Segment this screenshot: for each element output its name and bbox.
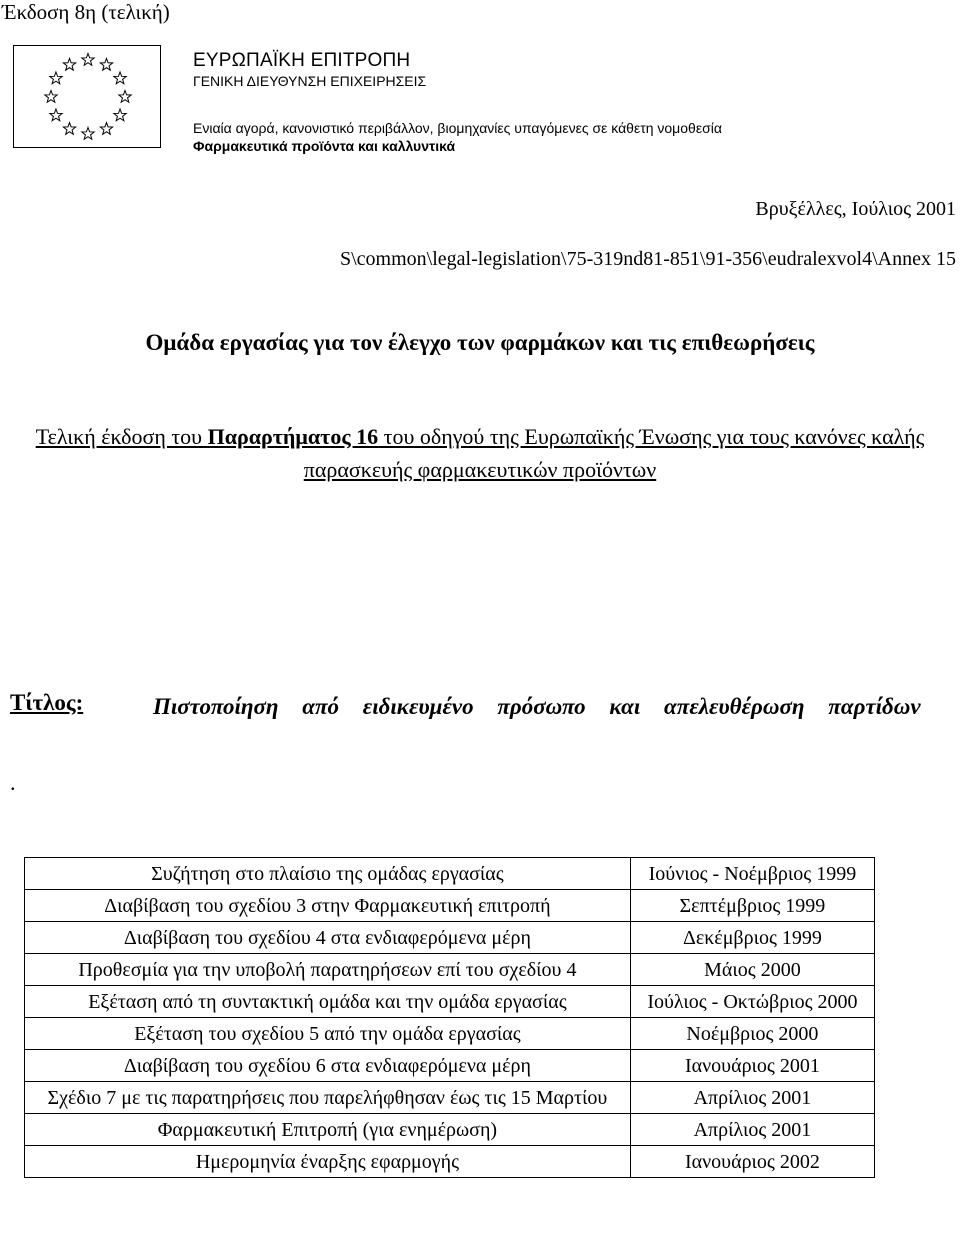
timeline-date: Ιανουάριος 2002 <box>630 1146 874 1178</box>
organization-name: ΕΥΡΩΠΑΪΚΗ ΕΠΙΤΡΟΠΗ <box>193 50 411 71</box>
timeline-date: Μάιος 2000 <box>630 954 874 986</box>
table-row <box>25 858 875 890</box>
table-row <box>25 954 875 986</box>
timeline-date: Δεκέμβριος 1999 <box>630 922 874 954</box>
subject-prefix: Τελική έκδοση του <box>35 424 208 449</box>
eu-stars-svg <box>14 46 162 149</box>
star-icon <box>100 123 112 135</box>
star-icon <box>100 58 112 70</box>
title-text: Πιστοποίηση από ειδικευμένο πρόσωπο και απελευθέρωση παρτίδων <box>153 694 921 719</box>
table-row <box>25 922 875 954</box>
reference-path: S\common\legal-legislation\75-319nd81-851\91-356\eudralexvol4\Annex 15 <box>339 248 956 270</box>
timeline-event: Διαβίβαση του σχεδίου 3 στην Φαρμακευτική επιτροπή <box>25 890 631 922</box>
timeline-event: Σχέδιο 7 με τις παρατηρήσεις που παρελήφθησαν έως τις 15 Μαρτίου <box>25 1082 631 1114</box>
timeline-event: Εξέταση του σχεδίου 5 από την ομάδα εργασίας <box>25 1018 631 1050</box>
timeline-event: Φαρμακευτική Επιτροπή (για ενημέρωση) <box>25 1114 631 1146</box>
star-icon <box>82 128 94 140</box>
timeline-event: Εξέταση από τη συντακτική ομάδα και την ομάδα εργασίας <box>25 986 631 1018</box>
timeline-event: Ημερομηνία έναρξης εφαρμογής <box>25 1146 631 1178</box>
timeline-date: Απρίλιος 2001 <box>630 1082 874 1114</box>
table-row <box>25 1114 875 1146</box>
table-row <box>25 1050 875 1082</box>
timeline-event: Διαβίβαση του σχεδίου 6 στα ενδιαφερόμενα μέρη <box>25 1050 631 1082</box>
timeline-table <box>24 857 875 1178</box>
place-date: Βρυξέλλες, Ιούλιος 2001 <box>755 198 956 220</box>
timeline-date: Σεπτέμβριος 1999 <box>630 890 874 922</box>
stray-dot: . <box>10 770 16 795</box>
version-label: Έκδοση 8η (τελική) <box>2 0 170 24</box>
timeline-date: Ιούλιος - Οκτώβριος 2000 <box>630 986 874 1018</box>
timeline-date: Νοέμβριος 2000 <box>630 1018 874 1050</box>
directorate-name: ΓΕΝΙΚΗ ΔΙΕΥΘΥΝΣΗ ΕΠΙΧΕΙΡΗΣΕΙΣ <box>193 73 427 89</box>
table-row <box>25 1082 875 1114</box>
unit-name: Ενιαία αγορά, κανονιστικό περιβάλλον, βιομηχανίες υπαγόμενες σε κάθετη νομοθεσία <box>193 120 722 136</box>
timeline-event: Διαβίβαση του σχεδίου 4 στα ενδιαφερόμενα μέρη <box>25 922 631 954</box>
table-row <box>25 890 875 922</box>
table-row <box>25 1146 875 1178</box>
star-icon <box>82 54 94 66</box>
sector-name: Φαρμακευτικά προϊόντα και καλλυντικά <box>193 138 456 154</box>
subject-bold: Παραρτήματος 16 <box>207 424 379 449</box>
star-icon <box>45 91 57 103</box>
star-icon <box>119 91 131 103</box>
eu-stars-emblem-icon <box>13 45 161 148</box>
timeline-date: Ιούνιος - Νοέμβριος 1999 <box>630 858 874 890</box>
timeline-date: Ιανουάριος 2001 <box>630 1050 874 1082</box>
subject-suffix: του οδηγού της Ευρωπαϊκής Ένωσης για τους κανόνες καλής παρασκευής φαρμακευτικών προϊόντων <box>303 424 925 482</box>
table-row <box>25 1018 875 1050</box>
star-icon <box>63 58 75 70</box>
star-icon <box>63 123 75 135</box>
star-icon <box>114 109 126 121</box>
star-icon <box>50 109 62 121</box>
star-icon <box>114 72 126 84</box>
star-icon <box>50 72 62 84</box>
group-heading: Ομάδα εργασίας για τον έλεγχο των φαρμάκων και τις επιθεωρήσεις <box>145 330 815 355</box>
timeline-date: Απρίλιος 2001 <box>630 1114 874 1146</box>
timeline-event: Συζήτηση στο πλαίσιο της ομάδας εργασίας <box>25 858 631 890</box>
timeline-event: Προθεσμία για την υποβολή παρατηρήσεων επί του σχεδίου 4 <box>25 954 631 986</box>
title-label: Τίτλος: <box>10 690 84 715</box>
subject-heading <box>0 420 960 486</box>
table-row <box>25 986 875 1018</box>
timeline-body <box>25 858 875 1178</box>
